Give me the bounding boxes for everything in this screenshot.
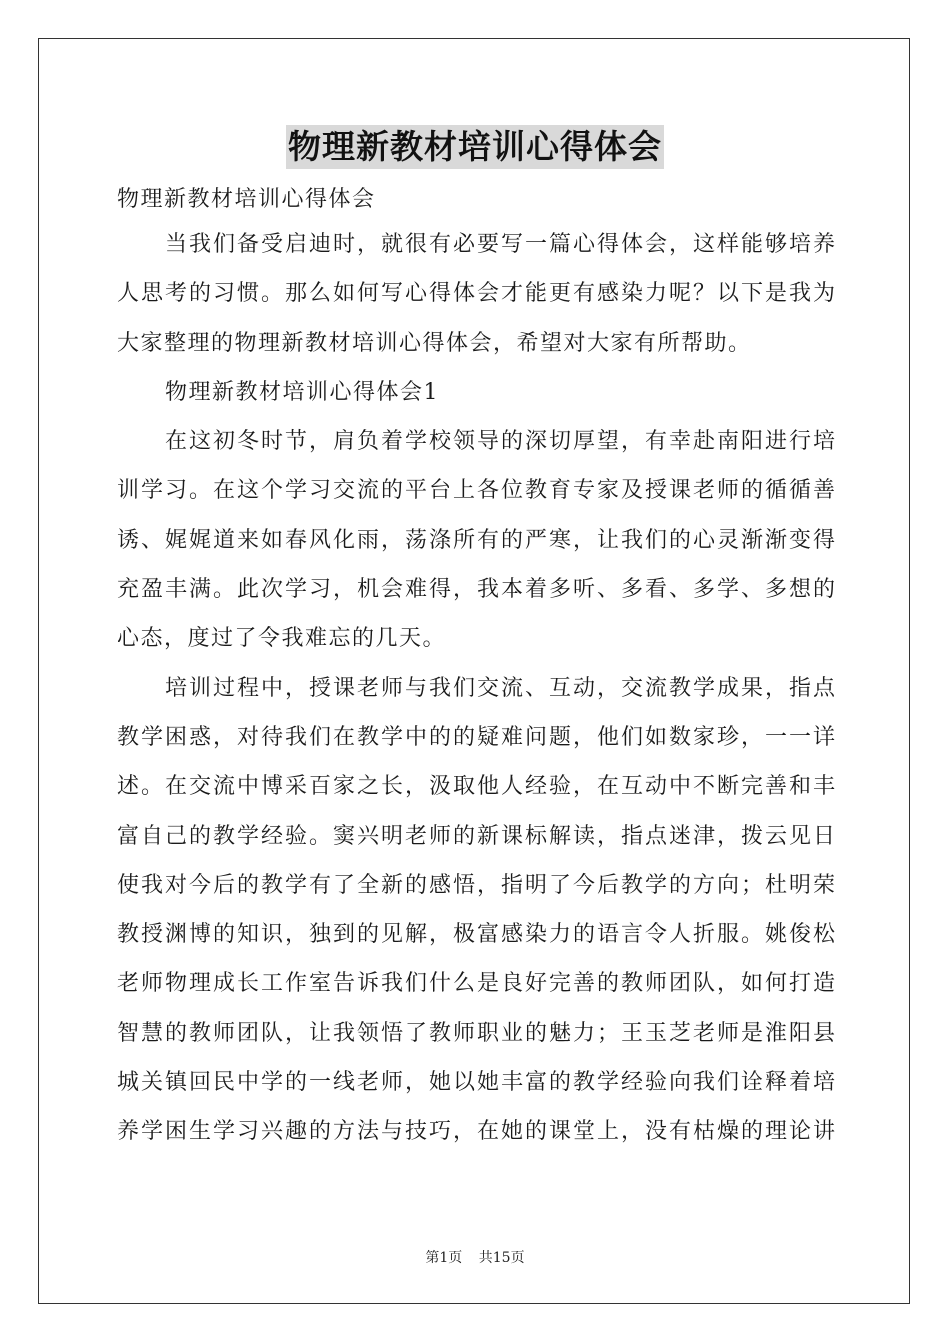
title-area — [0, 125, 950, 169]
paragraph-line: 老师物理成长工作室告诉我们什么是良好完善的教师团队，如何打造 — [117, 971, 835, 997]
page-total: 共15页 — [478, 1250, 525, 1266]
page-footer — [0, 1247, 950, 1267]
paragraph-line: 充盈丰满。此次学习，机会难得，我本着多听、多看、多学、多想的 — [117, 577, 835, 603]
paragraph-1 — [117, 417, 835, 663]
paragraph-line: 使我对今后的教学有了全新的感悟，指明了今后教学的方向；杜明荣 — [117, 872, 835, 898]
paragraph-line: 城关镇回民中学的一线老师，她以她丰富的教学经验向我们诠释着培 — [117, 1070, 835, 1096]
paragraph-line: 养学困生学习兴趣的方法与技巧，在她的课堂上，没有枯燥的理论讲 — [117, 1119, 835, 1145]
paragraph-line: 在这初冬时节，肩负着学校领导的深切厚望，有幸赴南阳进行培 — [165, 429, 835, 455]
page-number: 第1页 — [425, 1250, 463, 1266]
paragraph-line: 述。在交流中博采百家之长，汲取他人经验，在互动中不断完善和丰 — [117, 774, 835, 800]
paragraph-line: 智慧的教师团队，让我领悟了教师职业的魅力；王玉芝老师是淮阳县 — [117, 1020, 835, 1046]
paragraph-line: 当我们备受启迪时，就很有必要写一篇心得体会，这样能够培养 — [165, 232, 835, 257]
paragraph-line: 教授渊博的知识，独到的见解，极富感染力的语言令人折服。姚俊松 — [117, 922, 835, 948]
paragraph-line: 富自己的教学经验。窦兴明老师的新课标解读，指点迷津，拨云见日 — [117, 823, 835, 849]
document-subtitle: 物理新教材培训心得体会 — [117, 187, 376, 212]
paragraph-line: 培训过程中，授课老师与我们交流、互动，交流教学成果，指点 — [165, 675, 835, 701]
paragraph-line: 人思考的习惯。那么如何写心得体会才能更有感染力呢？以下是我为 — [117, 281, 835, 307]
paragraph-line: 大家整理的物理新教材培训心得体会，希望对大家有所帮助。 — [117, 330, 752, 356]
section-heading: 物理新教材培训心得体会1 — [165, 379, 439, 405]
paragraph-line: 教学困惑，对待我们在教学中的的疑难问题，他们如数家珍，一一详 — [117, 724, 835, 750]
document-body — [117, 180, 835, 1157]
paragraph-line: 诱、娓娓道来如春风化雨，荡涤所有的严寒，让我们的心灵渐渐变得 — [117, 527, 835, 553]
paragraph-line: 训学习。在这个学习交流的平台上各位教育专家及授课老师的循循善 — [117, 478, 835, 504]
intro-paragraph — [117, 220, 835, 368]
paragraph-line: 心态，度过了令我难忘的几天。 — [117, 626, 447, 652]
document-title: 物理新教材培训心得体会 — [286, 125, 664, 169]
paragraph-2 — [117, 664, 835, 1157]
